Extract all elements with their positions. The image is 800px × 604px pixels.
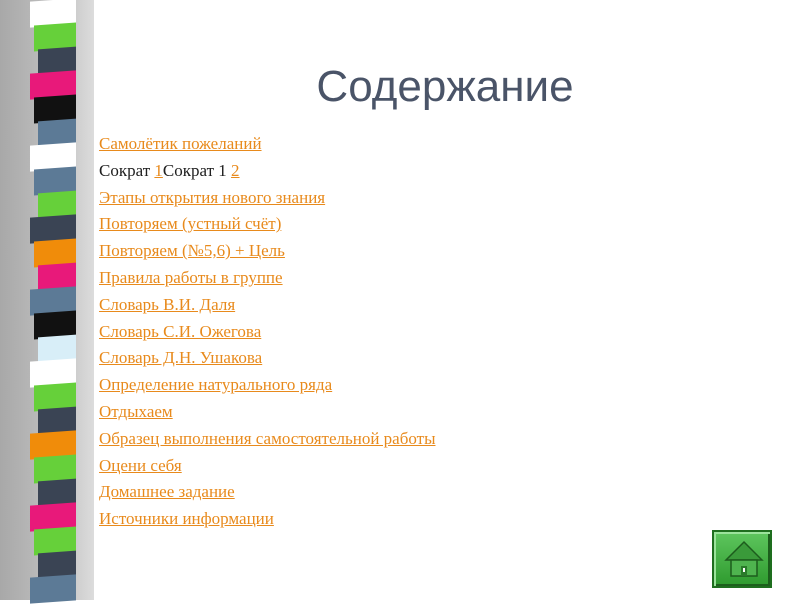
toc-link-repeat-goal[interactable]: Повторяем (№5,6) + Цель xyxy=(99,241,285,261)
home-icon xyxy=(724,538,764,582)
stripe-segment xyxy=(30,574,76,603)
toc-link-natural-series[interactable]: Определение натурального ряда xyxy=(99,375,333,395)
toc-item xyxy=(99,238,436,265)
toc-link-self-assessment[interactable]: Оцени себя xyxy=(99,455,182,475)
toc-item xyxy=(99,185,436,212)
toc-link-ozhegov-dictionary[interactable]: Словарь С.И. Ожегова xyxy=(99,321,262,341)
toc-link-sokrat-2[interactable]: 2 xyxy=(231,160,240,180)
home-button[interactable] xyxy=(712,530,772,588)
toc-text-sokrat-1: Сократ 1 xyxy=(162,160,232,180)
toc-link-sokrat-1[interactable]: 1 xyxy=(154,160,163,180)
toc-link-dal-dictionary[interactable]: Словарь В.И. Даля xyxy=(99,294,236,314)
toc-item xyxy=(99,479,436,506)
toc-link-homework[interactable]: Домашнее задание xyxy=(99,482,235,502)
toc-item xyxy=(99,372,436,399)
toc-link-rest[interactable]: Отдыхаем xyxy=(99,401,173,421)
toc-item xyxy=(99,345,436,372)
toc-link-ushakov-dictionary[interactable]: Словарь Д.Н. Ушакова xyxy=(99,348,263,368)
toc-item xyxy=(99,319,436,346)
toc-item xyxy=(99,211,436,238)
toc-item xyxy=(99,453,436,480)
toc-item xyxy=(99,506,436,533)
toc-item xyxy=(99,158,436,185)
page-title: Содержание xyxy=(316,62,574,111)
side-stripe-bar xyxy=(30,0,76,600)
toc-link-sources[interactable]: Источники информации xyxy=(99,509,274,529)
toc-text-sokrat: Сократ xyxy=(99,160,155,180)
toc-item xyxy=(99,265,436,292)
toc-link-sample-work[interactable]: Образец выполнения самостоятельной работы xyxy=(99,428,436,448)
table-of-contents xyxy=(99,131,436,533)
toc-link-wish-plane[interactable]: Самолётик пожеланий xyxy=(99,134,262,153)
toc-link-oral-count[interactable]: Повторяем (устный счёт) xyxy=(99,214,282,234)
toc-item xyxy=(99,131,436,158)
toc-link-stages[interactable]: Этапы открытия нового знания xyxy=(99,187,326,207)
toc-item xyxy=(99,426,436,453)
toc-link-group-rules[interactable]: Правила работы в группе xyxy=(99,267,283,287)
toc-item xyxy=(99,399,436,426)
toc-item xyxy=(99,292,436,319)
